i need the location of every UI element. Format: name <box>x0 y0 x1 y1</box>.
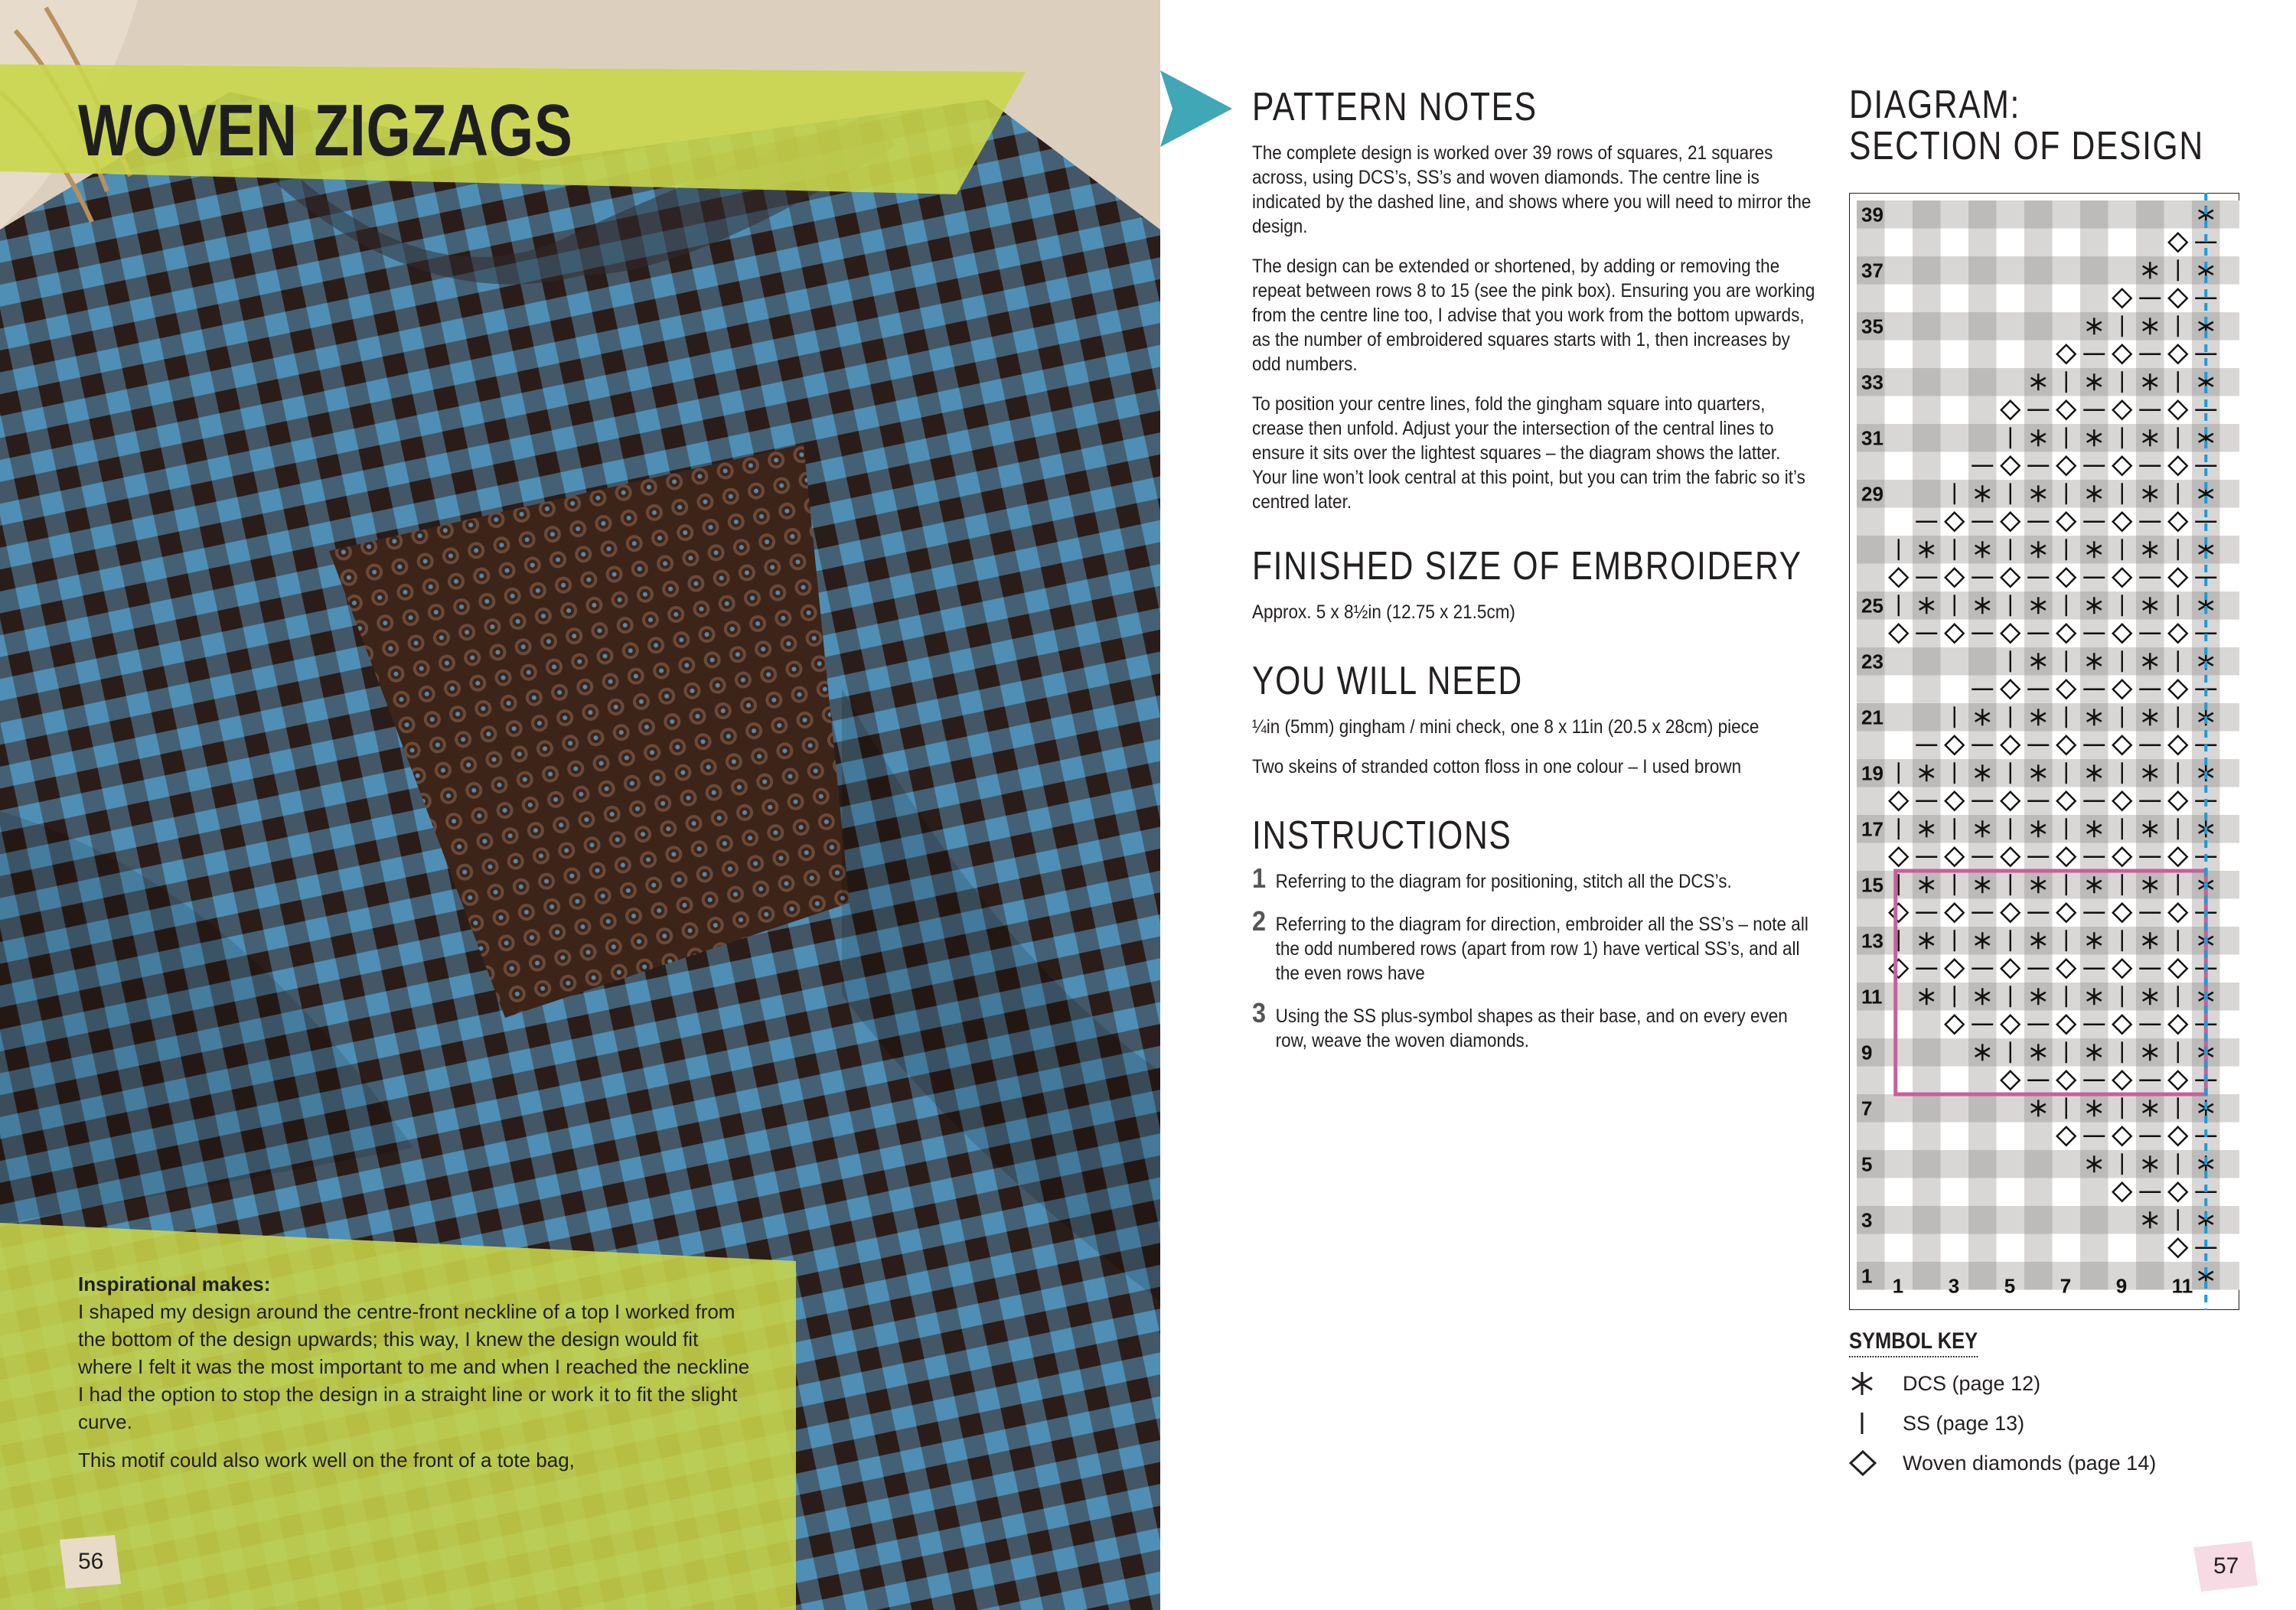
inspirational-para1: I shaped my design around the centre-front neckline of a top I worked from the bottom of the design upwards; this way, I knew the design would fit where I felt it was the most important to me and when I reached the neckline I had the option to stop the design in a straight line or work it to fit the slight curve. <box>78 1300 750 1433</box>
gingham-cell <box>2108 256 2137 285</box>
row-label: 5 <box>1861 1152 1873 1176</box>
gingham-cell <box>2053 285 2081 313</box>
page-title: WOVEN ZIGZAGS <box>78 90 573 171</box>
gingham-cell <box>2080 256 2108 285</box>
gingham-cell <box>2220 1067 2240 1095</box>
gingham-cell <box>1885 452 1913 481</box>
gingham-cell <box>1968 1178 1997 1207</box>
row-label: 35 <box>1861 315 1883 338</box>
symbol-key-heading: SYMBOL KEY <box>1849 1328 1978 1357</box>
gingham-cell <box>2024 1262 2053 1290</box>
inspirational-heading: Inspirational makes: <box>78 1273 271 1295</box>
instructions-list <box>1252 862 1815 1068</box>
step-text: Using the SS plus-symbol shapes as their base, and on every even row, weave the woven diamonds. <box>1275 1005 1788 1051</box>
gingham-cell <box>1857 955 1885 983</box>
gingham-cell <box>2220 229 2240 257</box>
gingham-cell <box>2024 229 2053 257</box>
pattern-notes-heading: PATTERN NOTES <box>1252 85 1538 129</box>
gingham-cell <box>2220 732 2240 760</box>
gingham-cell <box>1941 1123 1969 1151</box>
gingham-cell <box>1913 396 1941 425</box>
stitch-diagram <box>1849 193 2239 1310</box>
gingham-cell <box>1941 312 1969 341</box>
gingham-cell <box>1913 1234 1941 1263</box>
col-label: 1 <box>1892 1274 1904 1298</box>
gingham-cell <box>1997 285 2025 313</box>
gingham-cell <box>1913 229 1941 257</box>
gingham-cell <box>2220 285 2240 313</box>
gingham-cell <box>1913 1206 1941 1234</box>
row-label: 33 <box>1861 370 1883 394</box>
gingham-cell <box>1913 341 1941 369</box>
gingham-cell <box>1968 285 1997 313</box>
gingham-cell <box>2080 285 2108 313</box>
gingham-cell <box>2053 200 2081 229</box>
inspirational-para2: This motif could also work well on the front of a tote bag, <box>78 1449 575 1471</box>
finished-size-heading: FINISHED SIZE OF EMBROIDERY <box>1252 544 1802 588</box>
gingham-cell <box>1913 285 1941 313</box>
gingham-cell <box>2220 564 2240 592</box>
gingham-cell <box>1857 899 1885 927</box>
row-label: 37 <box>1861 259 1883 282</box>
gingham-cell <box>2080 1262 2108 1290</box>
gingham-cell <box>1885 1067 1913 1095</box>
diagram-title <box>1849 83 2204 168</box>
gingham-cell <box>1997 1094 2025 1123</box>
need-item-2: Two skeins of stranded cotton floss in one colour – I used brown <box>1252 756 1742 777</box>
gingham-cell <box>1885 256 1913 285</box>
gingham-cell <box>2220 1123 2240 1151</box>
gingham-cell <box>1857 1067 1885 1095</box>
gingham-cell <box>1913 424 1941 452</box>
gingham-cell <box>2220 341 2240 369</box>
gingham-cell <box>1913 368 1941 396</box>
key-label-diamond: Woven diamonds (page 14) <box>1903 1451 2157 1475</box>
gingham-cell <box>1885 1011 1913 1039</box>
gingham-cell <box>2220 480 2240 508</box>
gingham-cell <box>1968 1123 1997 1151</box>
gingham-cell <box>1941 676 1969 704</box>
key-row-ss <box>1849 1405 2247 1442</box>
row-label: 3 <box>1861 1208 1873 1232</box>
diagram-column <box>1849 84 2247 167</box>
row-label: 19 <box>1861 761 1883 785</box>
row-label: 39 <box>1861 203 1883 227</box>
gingham-cell <box>1941 368 1969 396</box>
instruction-step <box>1252 997 1815 1068</box>
gingham-cell <box>1997 368 2025 396</box>
row-label: 31 <box>1861 426 1883 450</box>
gingham-cell <box>1885 285 1913 313</box>
gingham-cell <box>1913 200 1941 229</box>
gingham-cell <box>2220 312 2240 341</box>
text-column <box>1252 84 1815 1068</box>
gingham-cell <box>2164 200 2193 229</box>
gingham-cell <box>1913 1178 1941 1207</box>
pattern-notes-p2: The design can be extended or shortened, by adding or removing the repeat between rows 8 to 15 (see the pink box). Ensuring you are working from the centre line too, I advise that you work from the bottom upwards, as the number of embroidered squares starts with 1, then increases by odd numbers. <box>1252 256 1815 375</box>
col-label: 5 <box>2004 1274 2016 1298</box>
gingham-cell <box>1968 256 1997 285</box>
gingham-cell <box>2053 312 2081 341</box>
gingham-cell <box>1997 1234 2025 1263</box>
step-number: 3 <box>1252 997 1267 1028</box>
pattern-notes-p1: The complete design is worked over 39 rows of squares, 21 squares across, using DCS’s, SS’s and woven diamonds. The centre line is indicated by the dashed line, and shows where you will need to mirror the design. <box>1252 142 1812 237</box>
gingham-cell <box>2220 396 2240 425</box>
gingham-cell <box>2220 815 2240 843</box>
gingham-cell <box>1885 703 1913 732</box>
row-label: 21 <box>1861 706 1883 729</box>
gingham-cell <box>2108 200 2137 229</box>
gingham-cell <box>1968 1067 1997 1095</box>
gingham-cell <box>1968 229 1997 257</box>
gingham-cell <box>2220 1038 2240 1067</box>
gingham-cell <box>2220 955 2240 983</box>
gingham-cell <box>1941 1150 1969 1178</box>
gingham-cell <box>2220 787 2240 816</box>
gingham-cell <box>1941 1094 1969 1123</box>
gingham-cell <box>1968 1206 1997 1234</box>
pattern-notes-p3: To position your centre lines, fold the gingham square into quarters, crease then unfold. Adjust your the intersection of the central lines to ensure it sits over the lightest squares – the diagram shows the latter. Your line won’t look central at this point, but you can trim the fabric so it’s centred later. <box>1252 393 1805 513</box>
gingham-cell <box>1885 508 1913 536</box>
page-number-right-text: 57 <box>2213 1553 2239 1579</box>
gingham-cell <box>1885 1123 1913 1151</box>
gingham-cell <box>1997 312 2025 341</box>
gingham-cell <box>2053 256 2081 285</box>
gingham-cell <box>1857 1011 1885 1039</box>
gingham-cell <box>1997 1123 2025 1151</box>
gingham-cell <box>1913 256 1941 285</box>
gingham-cell <box>2220 843 2240 872</box>
gingham-cell <box>1968 424 1997 452</box>
gingham-cell <box>2220 676 2240 704</box>
gingham-cell <box>1885 1094 1913 1123</box>
asterisk-icon <box>1849 1370 1875 1397</box>
gingham-cell <box>2136 1262 2164 1290</box>
gingham-cell <box>1885 424 1913 452</box>
gingham-cell <box>1857 1123 1885 1151</box>
gingham-cell <box>1857 1178 1885 1207</box>
gingham-cell <box>2220 452 2240 481</box>
gingham-cell <box>1913 1123 1941 1151</box>
key-label-ss: SS (page 13) <box>1903 1411 2025 1435</box>
gingham-cell <box>2220 1206 2240 1234</box>
symbol-key <box>1849 1328 2247 1481</box>
gingham-cell <box>1941 1234 1969 1263</box>
gingham-cell <box>2024 1123 2053 1151</box>
gingham-cell <box>1941 1206 1969 1234</box>
gingham-cell <box>2220 899 2240 927</box>
gingham-cell <box>2220 647 2240 676</box>
gingham-cell <box>2053 229 2081 257</box>
step-number: 1 <box>1252 862 1267 894</box>
gingham-cell <box>2080 1234 2108 1263</box>
gingham-cell <box>1968 1262 1997 1290</box>
gingham-cell <box>2220 368 2240 396</box>
row-label: 29 <box>1861 482 1883 506</box>
key-row-diamond <box>1849 1445 2247 1481</box>
page-number-left <box>60 1535 121 1589</box>
row-label: 13 <box>1861 929 1883 953</box>
row-label: 11 <box>1861 985 1883 1009</box>
gingham-cell <box>1885 676 1913 704</box>
instructions-heading: INSTRUCTIONS <box>1252 813 1512 858</box>
gingham-cell <box>1968 200 1997 229</box>
gingham-cell <box>1857 732 1885 760</box>
gingham-cell <box>1968 341 1997 369</box>
row-label: 23 <box>1861 650 1883 673</box>
row-label: 15 <box>1861 873 1883 897</box>
gingham-cell <box>1913 312 1941 341</box>
gingham-cell <box>1968 368 1997 396</box>
row-label: 1 <box>1861 1264 1873 1288</box>
instruction-step <box>1252 905 1815 1001</box>
gingham-cell <box>1857 229 1885 257</box>
gingham-cell <box>1885 1178 1913 1207</box>
page-number-right <box>2193 1541 2258 1592</box>
gingham-cell <box>1997 1206 2025 1234</box>
gingham-cell <box>2080 1206 2108 1234</box>
gingham-cell <box>1913 1094 1941 1123</box>
gingham-cell <box>2220 703 2240 732</box>
gingham-cell <box>2220 1094 2240 1123</box>
you-will-need-heading: YOU WILL NEED <box>1252 659 1523 703</box>
gingham-cell <box>1885 200 1913 229</box>
gingham-cell <box>2220 927 2240 955</box>
gingham-cell <box>1941 452 1969 481</box>
need-item-1: ¼in (5mm) gingham / mini check, one 8 x 11in (20.5 x 28cm) piece <box>1252 716 1760 738</box>
gingham-cell <box>2220 620 2240 648</box>
gingham-cell <box>1968 1234 1997 1263</box>
section-arrow-icon <box>1160 70 1232 147</box>
gingham-cell <box>1913 647 1941 676</box>
gingham-cell <box>1941 647 1969 676</box>
gingham-cell <box>2024 256 2053 285</box>
finished-size-text: Approx. 5 x 8½in (12.75 x 21.5cm) <box>1252 601 1515 623</box>
gingham-cell <box>2024 285 2053 313</box>
gingham-cell <box>2024 1206 2053 1234</box>
gingham-cell <box>1913 1067 1941 1095</box>
gingham-cell <box>1941 285 1969 313</box>
gingham-cell <box>2024 1150 2053 1178</box>
gingham-cell <box>1913 676 1941 704</box>
gingham-cell <box>1941 424 1969 452</box>
gingham-cell <box>2024 1178 2053 1207</box>
gingham-cell <box>2220 1150 2240 1178</box>
col-label: 9 <box>2115 1274 2128 1298</box>
gingham-cell <box>1885 1234 1913 1263</box>
gingham-cell <box>2136 200 2164 229</box>
key-row-dcs <box>1849 1365 2247 1402</box>
gingham-cell <box>1857 843 1885 872</box>
gingham-cell <box>1968 396 1997 425</box>
gingham-cell <box>1885 229 1913 257</box>
gingham-cell <box>1941 1067 1969 1095</box>
gingham-cell <box>2220 256 2240 285</box>
gingham-cell <box>1885 1038 1913 1067</box>
gingham-cell <box>1997 1150 2025 1178</box>
inspirational-makes <box>78 1270 752 1485</box>
row-label: 7 <box>1861 1097 1873 1120</box>
step-number: 2 <box>1252 905 1267 937</box>
gingham-cell <box>1885 341 1913 369</box>
gingham-cell <box>1968 1094 1997 1123</box>
gingham-cell <box>1857 787 1885 816</box>
gingham-cell <box>1941 200 1969 229</box>
diagram-title-line1: DIAGRAM: <box>1849 83 2020 127</box>
col-label: 11 <box>2171 1274 2193 1298</box>
gingham-cell <box>1885 732 1913 760</box>
gingham-cell <box>2024 312 2053 341</box>
gingham-cell <box>2053 1150 2081 1178</box>
gingham-cell <box>2080 229 2108 257</box>
col-label: 3 <box>1948 1274 1960 1298</box>
gingham-cell <box>1857 285 1885 313</box>
gingham-cell <box>2220 1011 2240 1039</box>
key-label-dcs: DCS (page 12) <box>1903 1371 2041 1395</box>
gingham-cell <box>1857 676 1885 704</box>
gingham-cell <box>2108 1234 2137 1263</box>
instruction-step <box>1252 862 1815 909</box>
gingham-cell <box>1913 1038 1941 1067</box>
page-number-left-text: 56 <box>78 1549 104 1574</box>
gingham-cell <box>2108 229 2137 257</box>
gingham-cell <box>2080 1178 2108 1207</box>
gingham-cell <box>1857 396 1885 425</box>
gingham-cell <box>1857 564 1885 592</box>
gingham-cell <box>2220 1178 2240 1207</box>
gingham-cell <box>1941 256 1969 285</box>
gingham-cell <box>1885 312 1913 341</box>
gingham-cell <box>1857 1234 1885 1263</box>
pattern-notes-body <box>1252 141 1815 514</box>
gingham-cell <box>2053 1234 2081 1263</box>
gingham-cell <box>1885 983 1913 1011</box>
gingham-cell <box>1857 341 1885 369</box>
vertical-bar-icon <box>1849 1410 1875 1436</box>
gingham-cell <box>1941 1178 1969 1207</box>
gingham-cell <box>2080 200 2108 229</box>
gingham-cell <box>1885 647 1913 676</box>
gingham-cell <box>1941 396 1969 425</box>
gingham-cell <box>1885 396 1913 425</box>
finished-size-body <box>1252 600 1815 624</box>
gingham-cell <box>1941 341 1969 369</box>
gingham-cell <box>2220 424 2240 452</box>
gingham-cell <box>2220 592 2240 620</box>
gingham-cell <box>2024 341 2053 369</box>
gingham-cell <box>2220 536 2240 564</box>
gingham-cell <box>1913 452 1941 481</box>
step-text: Referring to the diagram for direction, embroider all the SS’s – note all the odd numbered rows (apart from row 1) have vertical SS’s, and all the even rows have <box>1275 914 1808 984</box>
gingham-cell <box>1857 452 1885 481</box>
gingham-cell <box>1913 480 1941 508</box>
row-label: 25 <box>1861 594 1883 618</box>
gingham-cell <box>1885 368 1913 396</box>
gingham-cell <box>2220 200 2240 229</box>
gingham-cell <box>2053 1178 2081 1207</box>
gingham-cell <box>1941 229 1969 257</box>
gingham-cell <box>2220 759 2240 787</box>
gingham-cell <box>1885 1150 1913 1178</box>
gingham-cell <box>1913 1150 1941 1178</box>
gingham-cell <box>2220 508 2240 536</box>
gingham-cell <box>1968 312 1997 341</box>
gingham-cell <box>1997 229 2025 257</box>
gingham-cell <box>2220 1262 2240 1290</box>
gingham-cell <box>1885 1206 1913 1234</box>
gingham-cell <box>2220 1234 2240 1263</box>
gingham-cell <box>1857 620 1885 648</box>
diamond-icon <box>1849 1450 1877 1476</box>
gingham-cell <box>1913 1262 1941 1290</box>
gingham-cell <box>1857 536 1885 564</box>
step-text: Referring to the diagram for positioning, stitch all the DCS’s. <box>1275 871 1732 892</box>
gingham-cell <box>1997 341 2025 369</box>
gingham-cell <box>2136 1234 2164 1263</box>
gingham-cell <box>1857 508 1885 536</box>
gingham-cell <box>1913 703 1941 732</box>
gingham-cell <box>1997 256 2025 285</box>
gingham-cell <box>2024 200 2053 229</box>
gingham-cell <box>1968 1150 1997 1178</box>
gingham-cell <box>2024 1234 2053 1263</box>
col-label: 7 <box>2060 1274 2072 1298</box>
row-label: 9 <box>1861 1041 1873 1064</box>
gingham-cell <box>1997 1178 2025 1207</box>
row-label: 17 <box>1861 817 1883 841</box>
gingham-cell <box>2220 983 2240 1011</box>
gingham-cell <box>1941 1038 1969 1067</box>
diagram-title-line2: SECTION OF DESIGN <box>1849 124 2204 168</box>
gingham-cell <box>1913 1011 1941 1039</box>
gingham-cell <box>2053 1206 2081 1234</box>
gingham-cell <box>1968 647 1997 676</box>
gingham-cell <box>1997 200 2025 229</box>
gingham-cell <box>1885 480 1913 508</box>
gingham-cell <box>2220 871 2240 899</box>
you-will-need-list <box>1252 715 1815 779</box>
gingham-cell <box>2136 229 2164 257</box>
gingham-cell <box>2108 1206 2137 1234</box>
